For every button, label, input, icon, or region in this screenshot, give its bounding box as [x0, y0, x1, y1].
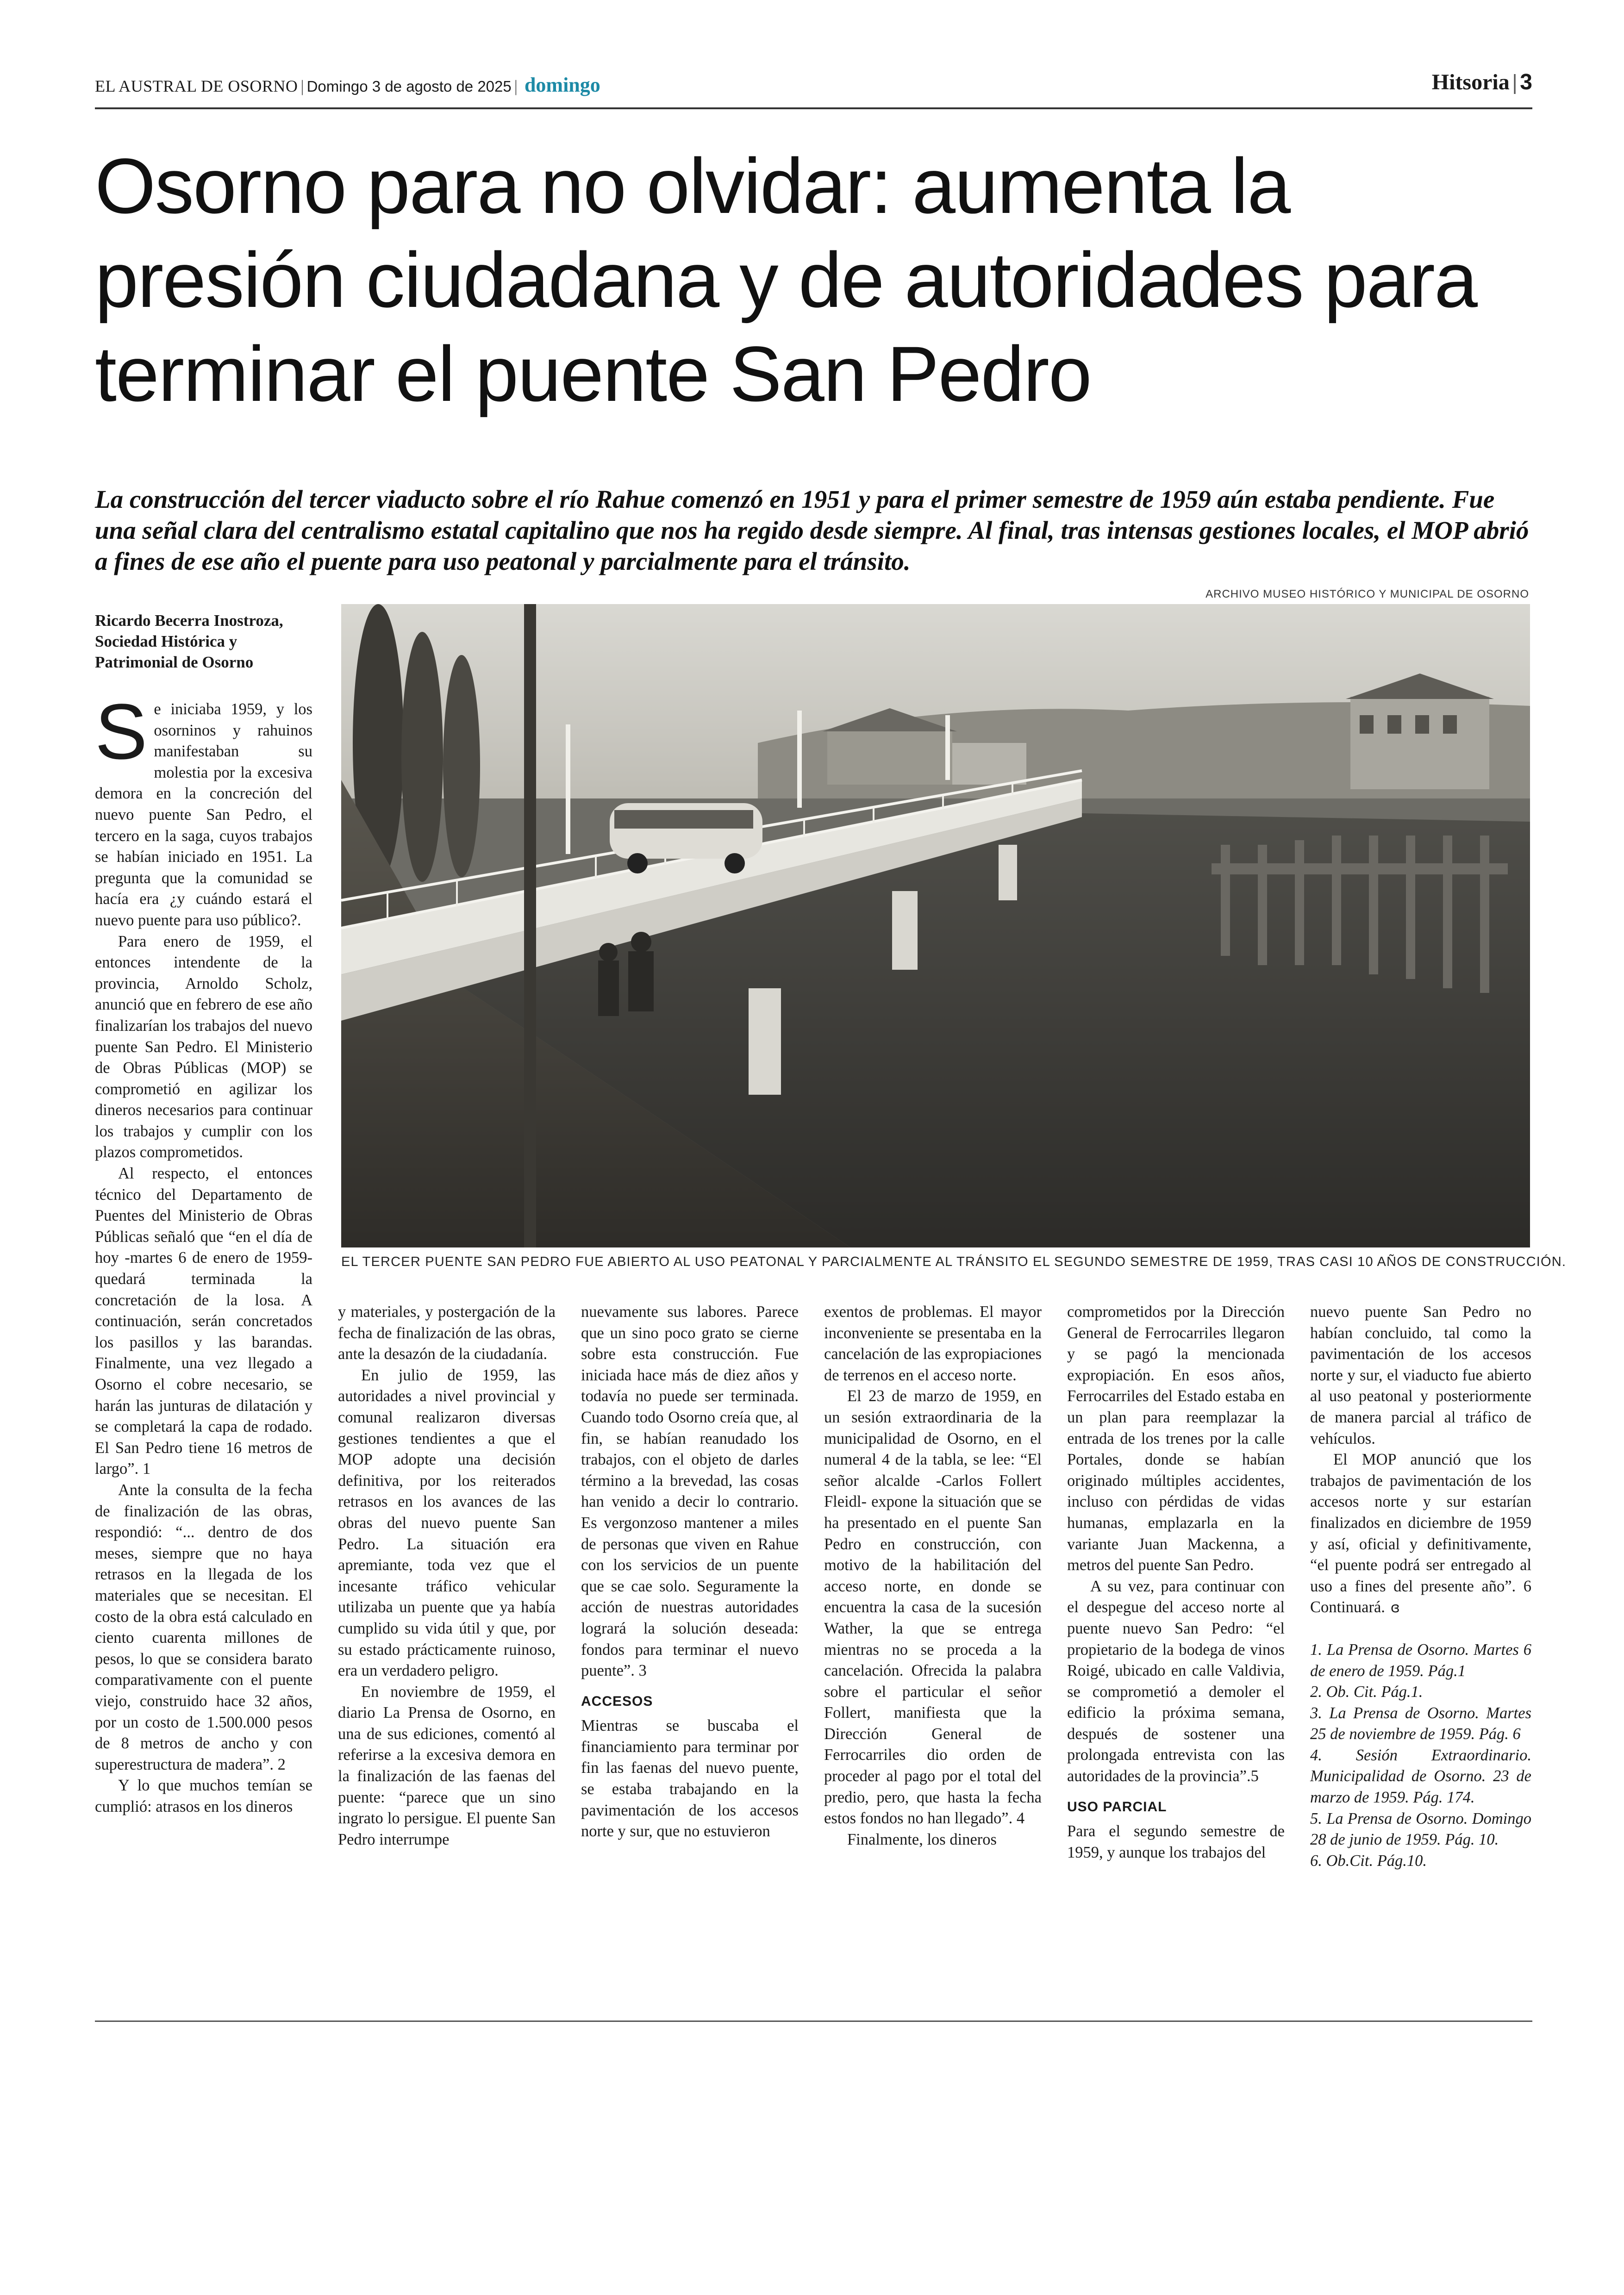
byline-author: Ricardo Becerra Inostroza,: [95, 611, 283, 630]
article-paragraph: nuevamente sus labores. Parece que un sino poco grato se cierne sobre esta construcción. Fue iniciada hace más de diez años y todavía no puede ser terminada. Cuando todo Osorno creía que, al fin, se habían reanudado los trabajos, con el objeto de darles término a la brevedad, las cosas han venido a decir lo contrario. Es vergonzoso mantener a miles de personas que viven en Rahue con los servicios de un puente que se cae solo. Seguramente la acción de nuestras autoridades logrará la solución deseada: fondos para terminar el nuevo puente”. 3: [581, 1303, 799, 1680]
issue-date: Domingo 3 de agosto de 2025: [306, 78, 512, 95]
bottom-rule: [95, 2021, 1532, 2022]
header-left: [95, 73, 600, 97]
photo-credit: ARCHIVO MUSEO HISTÓRICO Y MUNICIPAL DE OSORNO: [1206, 588, 1529, 600]
footnote: 5. La Prensa de Osorno. Domingo 28 de junio de 1959. Pág. 10.: [1310, 1809, 1531, 1849]
article-paragraph: exentos de problemas. El mayor inconveniente se presentaba en la cancelación de las expropiaciones de terrenos en el acceso norte.: [824, 1303, 1042, 1384]
article-paragraph: y materiales, y postergación de la fecha de finalización de las obras, ante la desazón de la ciudadanía.: [338, 1303, 556, 1363]
article-paragraph: nuevo puente San Pedro no habían concluido, tal como la pavimentación de los accesos norte y sur, el viaducto fue abierto al uso peatonal y posteriormente de manera parcial al tráfico de vehículos.: [1310, 1303, 1531, 1447]
article-paragraph: Y lo que muchos temían se cumplió: atrasos en los dineros: [95, 1777, 312, 1815]
section-subheading: ACCESOS: [581, 1693, 653, 1709]
page-number: 3: [1520, 70, 1532, 94]
article-column-5: [1067, 1302, 1285, 1863]
header-rule: [95, 107, 1532, 109]
page-header: [95, 69, 1532, 98]
section-subheading: USO PARCIAL: [1067, 1799, 1167, 1815]
newspaper-name: EL AUSTRAL DE OSORNO: [95, 77, 298, 95]
deck: La construcción del tercer viaducto sobre el río Rahue comenzó en 1951 y para el primer semestre de 1959 aún estaba pendiente. Fue una señal clara del centralismo estatal capitalino que nos ha regido desde siempre. Al final, tras intensas gestiones locales, el MOP abrió a fines de ese año el puente para uso peatonal y parcialmente para el tránsito.: [95, 485, 1529, 575]
section-logo: domingo: [524, 74, 600, 96]
header-separator: |: [1512, 70, 1518, 94]
article-paragraph: [95, 688, 312, 931]
bridge-photo-illustration: [341, 604, 1530, 1247]
article-column-6: [1310, 1302, 1531, 1871]
article-column-2: [338, 1302, 556, 1850]
article-paragraph: Al respecto, el entonces técnico del Departamento de Puentes del Ministerio de Obras Públicas señaló que “en el día de hoy -martes 6 de enero de 1959- quedará terminada la concretación de la losa. A continuación, serán concretados los pasillos y las barandas. Finalmente, una vez llegado a Osorno el cobre necesario, se harán las junturas de dilatación y se completará la capa de rodado. El San Pedro tiene 16 metros de largo”. 1: [95, 1165, 312, 1478]
article-column-1: [95, 688, 312, 1817]
footnote: 2. Ob. Cit. Pág.1.: [1310, 1683, 1423, 1701]
header-separator: |: [300, 77, 304, 95]
article-paragraph: Mientras se buscaba el financiamiento para terminar por fin las faenas del nuevo puente, se estaba trabajando en la pavimentación de los accesos norte y sur, que no estuvieron: [581, 1717, 799, 1840]
article-column-4: [824, 1302, 1042, 1850]
footnote: 6. Ob.Cit. Pág.10.: [1310, 1852, 1427, 1870]
page-section: Hitsoria: [1431, 70, 1510, 94]
article-paragraph: A su vez, para continuar con el despegue del acceso norte al puente nuevo San Pedro: “el propietario de la bodega de vinos Roigé, ubicado en calle Valdivia, se comprometió a demoler el edificio la próxima semana, después de sostener una prolongada entrevista con las autoridades de la provincia”.5: [1067, 1577, 1285, 1785]
article-paragraph: [1310, 1449, 1531, 1619]
article-paragraph: Para el segundo semestre de 1959, y aunque los trabajos del: [1067, 1822, 1285, 1861]
article-paragraph: Finalmente, los dineros: [847, 1830, 997, 1848]
footnotes: [1310, 1640, 1531, 1872]
article-paragraph: En julio de 1959, las autoridades a nivel provincial y comunal realizaron diversas gestiones tendientes a que el MOP adopte una decisión definitiva, por los reiterados retrasos en los avances de las obras del nuevo puente San Pedro. La situación era apremiante, toda vez que el incesante tráfico vehicular utilizaba un puente que ya había cumplido su vida útil y que, por su estado prácticamente ruinoso, era un verdadero peligro.: [338, 1366, 556, 1680]
byline-affiliation: Sociedad Histórica y: [95, 632, 237, 650]
paragraph-text: e iniciaba 1959, y los osorninos y rahuinos manifestaban su molestia por la excesiva demora en la concreción del nuevo puente San Pedro, el tercero en la saga, cuyos trabajos se habían iniciado en 1951. La pregunta que la comunidad se hacía era ¿y cuándo estará el nuevo puente para uso público?.: [95, 700, 312, 929]
bridge-photo: [341, 604, 1530, 1247]
drop-cap: S: [95, 688, 148, 776]
footnote: 3. La Prensa de Osorno. Martes 25 de noviembre de 1959. Pág. 6: [1310, 1704, 1531, 1743]
footnote: 1. La Prensa de Osorno. Martes 6 de enero de 1959. Pág.1: [1310, 1640, 1531, 1680]
page-label: [1432, 69, 1532, 95]
end-mark-icon: ɞ: [1390, 1600, 1400, 1616]
header-separator: |: [514, 77, 518, 95]
article-paragraph: En noviembre de 1959, el diario La Prensa de Osorno, en una de sus ediciones, comentó al referirse a la excesiva demora en la finalización de las faenas del puente: “parece que un sino ingrato lo persigue. El puente San Pedro interrumpe: [338, 1683, 556, 1848]
headline: Osorno para no olvidar: aumenta la presión ciudadana y de autoridades para terminar el puente San Pedro: [95, 142, 1477, 418]
article-paragraph: El 23 de marzo de 1959, en un sesión extraordinaria de la municipalidad de Osorno, en el numeral 4 de la tabla, se lee: “El señor alcalde -Carlos Follert Fleidl- expone la situación que se ha presentado en el puente San Pedro en construcción, con motivo de la habilitación del acceso norte, en donde se encuentra la casa de la sucesión Wather, la que se entrega mientras no se proceda a la cancelación. Ofrecida la palabra sobre el particular el señor Follert, manifiesta que la Dirección General de Ferrocarriles dio orden de proceder al pago por el total del predio, pero, que hasta la fecha estos fondos no han llegado”. 4: [824, 1387, 1042, 1827]
photo-caption: EL TERCER PUENTE SAN PEDRO FUE ABIERTO AL USO PEATONAL Y PARCIALMENTE AL TRÁNSITO EL SEGUNDO SEMESTRE DE 1959, TRAS CASI 10 AÑOS DE CONSTRUCCIÓN.: [341, 1254, 1567, 1269]
paragraph-text: El MOP anunció que los trabajos de pavimentación de los accesos norte y sur estarían finalizados en diciembre de 1959 y así, oficial y definitivamente, “el puente podrá ser entregado al uso a fines del presente año”. 6 Continuará.: [1310, 1451, 1531, 1616]
article-paragraph: comprometidos por la Dirección General de Ferrocarriles llegaron y se pagó la mencionada expropiación. En esos años, Ferrocarriles del Estado estaba en un plan para reemplazar la entrada de los trenes por la calle Portales, donde se habían originado múltiples accidentes, incluso con pérdidas de vidas humanas, emplazarla en la variante Juan Mackenna, a metros del puente San Pedro.: [1067, 1303, 1285, 1574]
footnote: 4. Sesión Extraordinario. Municipalidad de Osorno. 23 de marzo de 1959. Pág. 174.: [1310, 1746, 1531, 1807]
article-paragraph: Ante la consulta de la fecha de finalización de las obras, respondió: “... dentro de dos meses, siempre que no haya retrasos en la llegada de los materiales que se necesitan. El costo de la obra está calculado en ciento cuarenta millones de pesos, lo que se considera barato comparativamente con el puente viejo, construido hace 32 años, por un costo de 1.500.000 pesos de 8 metros de ancho y con superestructura de madera”. 2: [95, 1481, 312, 1773]
byline: [95, 610, 326, 673]
article-paragraph: Para enero de 1959, el entonces intendente de la provincia, Arnoldo Scholz, anunció que en febrero de ese año finalizarían los trabajos del nuevo puente San Pedro. El Ministerio de Obras Públicas (MOP) se comprometió en agilizar los dineros necesarios para continuar los trabajos y cumplir con los plazos comprometidos.: [95, 932, 312, 1161]
article-column-3: [581, 1302, 799, 1842]
byline-affiliation: Patrimonial de Osorno: [95, 653, 254, 671]
